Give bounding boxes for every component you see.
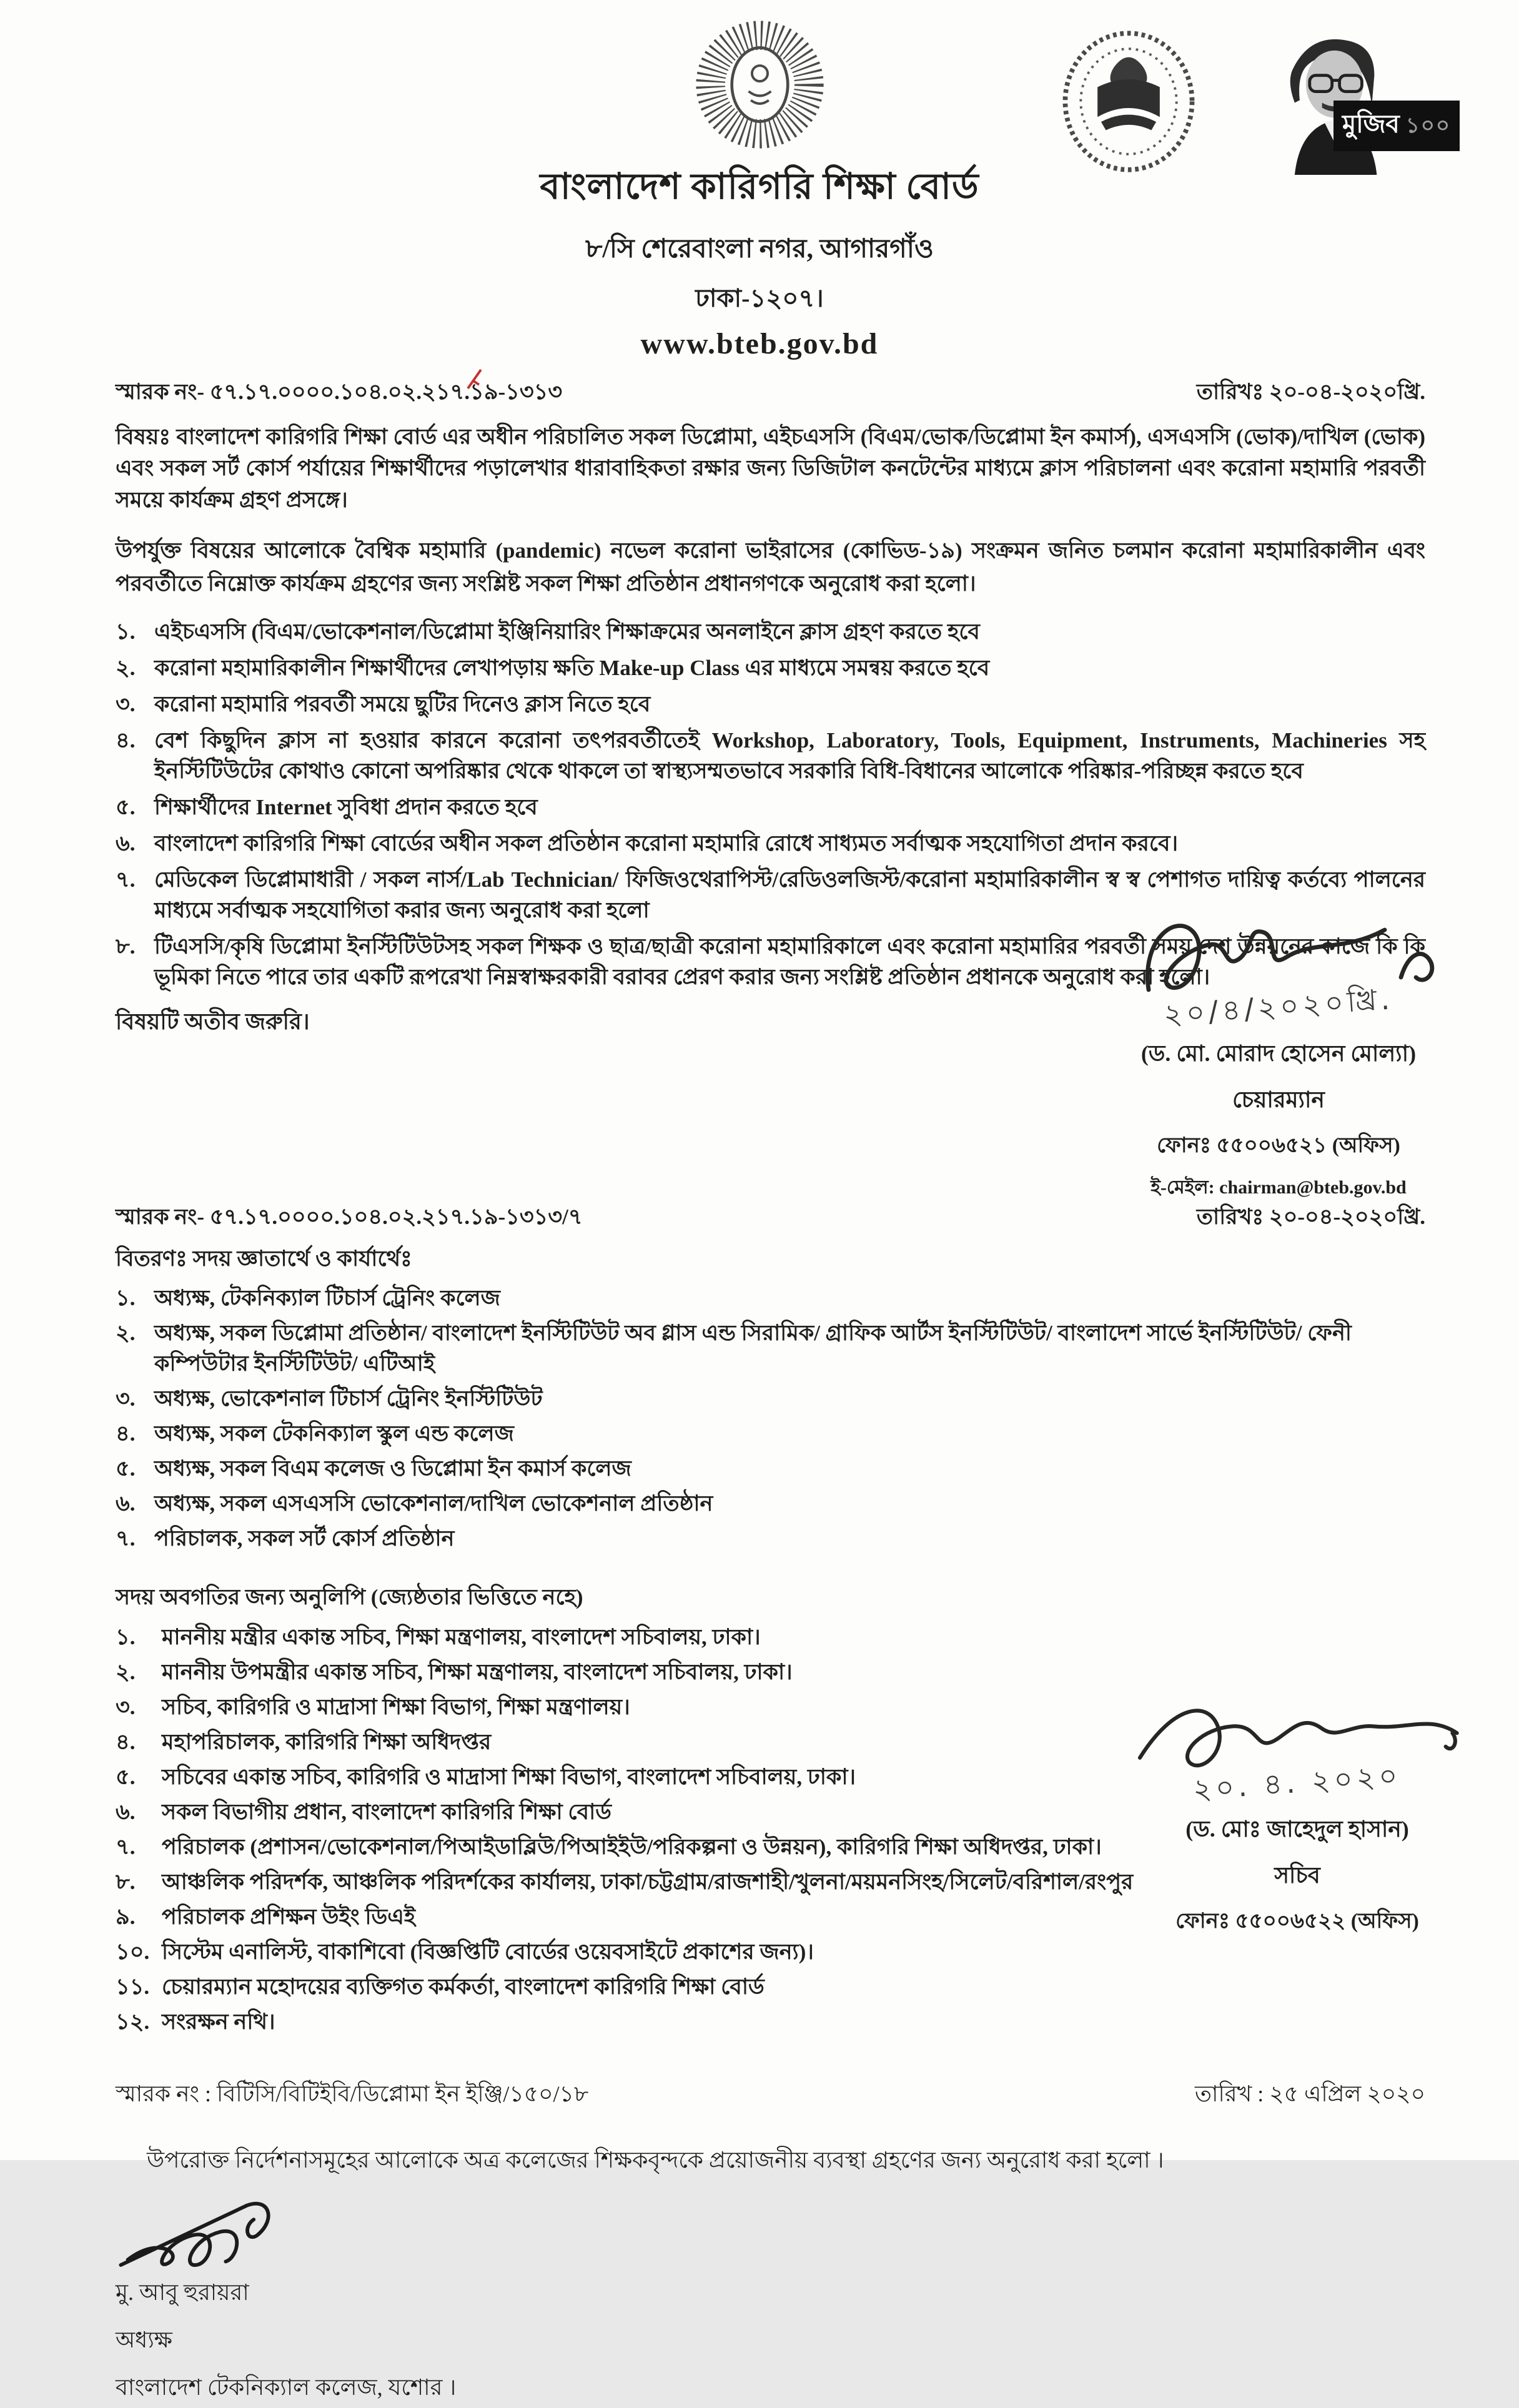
item-text: পরিচালক, সকল সর্ট কোর্স প্রতিষ্ঠান <box>154 1526 455 1551</box>
item-number: ৩. <box>116 1386 136 1411</box>
bteb-sunburst-seal-icon <box>693 17 827 152</box>
item-number: ৫. <box>116 1456 136 1481</box>
item-text: মেডিকেল ডিপ্লোমাধারী / সকল নার্স/Lab Technician/ ফিজিওথেরাপিস্ট/রেডিওলজিস্ট/করোনা মহামারিকালীন স্ব স্ব পেশাগত দায়িত্ব কর্তব্যে পালনের মাধ্যমে সর্বাত্মক সহযোগিতা করার জন্য অনুরোধ করা হলো <box>154 867 1425 923</box>
chairman-signature-block <box>1072 902 1485 1204</box>
secretary-signature-block <box>1110 1679 1485 1940</box>
secretary-handwritten-date: ২০. ৪. ২০২০ <box>1192 1758 1403 1807</box>
memo-row-2 <box>116 1200 1425 1236</box>
item-text: বেশ কিছুদিন ক্লাস না হওয়ার কারনে করোনা তৎপরবর্তীতেই Workshop, Laboratory, Tools, Equipment, Instruments, Machineries সহ ইনস্টিটিউটের কোথাও কোনো অপরিষ্কার থেকে থাকলে তা স্বাস্থ্যসম্মতভাবে সরকারি বিধি-বিধানের আলোকে পরিষ্কার-পরিচ্ছন্ন করতে হবে <box>154 728 1425 784</box>
item-text: সকল বিভাগীয় প্রধান, বাংলাদেশ কারিগরি শিক্ষা বোর্ড <box>162 1800 612 1825</box>
intro-paragraph: উপর্যুক্ত বিষয়ের আলোকে বৈশ্বিক মহামারি (pandemic) নভেল করোনা ভাইরাসের (কোভিড-১৯) সংক্রমন জনিত চলমান করোনা মহামারিকালীন এবং পরবর্তীতে নিম্নোক্ত কার্যক্রম গ্রহণের জন্য সংশ্লিষ্ট সকল শিক্ষা প্রতিষ্ঠান প্রধানগণকে অনুরোধ করা হলো। <box>116 538 1425 596</box>
item-number: ৪. <box>116 1421 136 1446</box>
item-number: ৫. <box>116 795 136 820</box>
distribution-list <box>116 1283 1425 1554</box>
memo3-number: স্মারক নং : বিটিসি/বিটিইবি/ডিপ্লোমা ইন ইঞ্জি/১৫০/১৮ <box>116 2081 589 2107</box>
item-text: পরিচালক (প্রশাসন/ভোকেশনাল/পিআইডাব্লিউ/পিআইইউ/পরিকল্পনা ও উন্নয়ন), কারিগরি শিক্ষা অধিদপ্তর, ঢাকা। <box>162 1835 1102 1860</box>
copy-item <box>116 1937 1425 1967</box>
distribution-item <box>116 1453 1425 1484</box>
principal-title: অধ্যক্ষ <box>116 2327 172 2353</box>
item-text: সিস্টেম এনালিস্ট, বাকাশিবো (বিজ্ঞপ্তিটি বোর্ডের ওয়েবসাইটে প্রকাশের জন্য)। <box>162 1940 814 1965</box>
directive-item <box>116 792 1425 822</box>
chairman-handwritten-date: ২০/৪/২০২০খ্রি. <box>1162 982 1395 1032</box>
item-text: অধ্যক্ষ, সকল বিএম কলেজ ও ডিপ্লোমা ইন কমার্স কলেজ <box>154 1456 631 1481</box>
item-text: করোনা মহামারি পরবর্তী সময়ে ছুটির দিনেও ক্লাস নিতে হবে <box>154 692 651 717</box>
item-number: ২. <box>116 656 136 681</box>
item-number: ১১. <box>116 1975 150 2000</box>
chairman-email: ই-মেইল: chairman@bteb.gov.bd <box>1150 1177 1407 1198</box>
item-text: আঞ্চলিক পরিদর্শক, আঞ্চলিক পরিদর্শকের কার্যালয়, ঢাকা/চট্টগ্রাম/রাজশাহী/খুলনা/ময়মনসিংহ/সিলেট/বরিশাল/রংপুর <box>162 1870 1134 1895</box>
copy-item <box>116 1971 1425 2002</box>
item-text: সচিব, কারিগরি ও মাদ্রাসা শিক্ষা বিভাগ, শিক্ষা মন্ত্রণালয়। <box>162 1695 630 1720</box>
item-number: ১০. <box>116 1940 150 1965</box>
copies-heading: সদয় অবগতির জন্য অনুলিপি (জ্যেষ্ঠতার ভিত্তিতে নহে) <box>116 1585 583 1610</box>
directive-item <box>116 689 1425 719</box>
memo1-date: তারিখঃ ২০-০৪-২০২০খ্রি. <box>1196 380 1425 404</box>
copy-item <box>116 1622 1425 1652</box>
memo-row-3 <box>116 2077 1425 2114</box>
item-number: ৫. <box>116 1765 136 1790</box>
distribution-item <box>116 1418 1425 1449</box>
distribution-item <box>116 1318 1425 1379</box>
header-logo-strip <box>1057 28 1460 175</box>
principal-institution: বাংলাদেশ টেকনিক্যাল কলেজ, যশোর । <box>116 2375 457 2401</box>
distribution-item <box>116 1283 1425 1313</box>
distribution-item <box>116 1383 1425 1414</box>
mujib-100-logo <box>1244 28 1460 175</box>
org-address-line1: ৮/সি শেরেবাংলা নগর, আগারগাঁও <box>585 235 934 264</box>
distribution-heading: বিতরণঃ সদয় জ্ঞাতার্থে ও কার্যার্থেঃ <box>116 1246 412 1271</box>
memo-row-1 <box>116 375 1425 412</box>
org-website: www.bteb.gov.bd <box>640 327 879 360</box>
item-number: ১. <box>116 619 136 644</box>
letter-body <box>0 375 1519 2408</box>
item-number: ৯. <box>116 1905 136 1930</box>
distribution-item <box>116 1523 1425 1554</box>
item-number: ১. <box>116 1625 136 1650</box>
memo3-date: তারিখ : ২৫ এপ্রিল ২০২০ <box>1195 2081 1425 2107</box>
item-text: সচিবের একান্ত সচিব, কারিগরি ও মাদ্রাসা শিক্ষা বিভাগ, বাংলাদেশ সচিবালয়, ঢাকা। <box>162 1765 856 1790</box>
mujib-word: মুজিব <box>1342 110 1400 138</box>
memo2-date: তারিখঃ ২০-০৪-২০২০খ্রি. <box>1196 1205 1425 1230</box>
item-number: ৬. <box>116 1491 136 1516</box>
principal-name: মু. আবু হুরায়রা <box>116 2280 249 2306</box>
chairman-name: (ড. মো. মোরাদ হোসেন মোল্যা) <box>1140 1041 1417 1066</box>
item-number: ৩. <box>116 692 136 717</box>
item-text: সংরক্ষন নথি। <box>162 2010 275 2035</box>
item-number: ৮. <box>116 934 136 959</box>
item-number: ২. <box>116 1660 136 1685</box>
item-number: ৪. <box>116 1730 136 1755</box>
subject-text: বাংলাদেশ কারিগরি শিক্ষা বোর্ড এর অধীন পরিচালিত সকল ডিপ্লোমা, এইচএসসি (বিএম/ভোক/ডিপ্লোমা ইন কমার্স), এসএসসি (ভোক)/দাখিল (ভোক) এবং সকল সর্ট কোর্স পর্যায়ের শিক্ষার্থীদের পড়ালেখার ধারাবাহিকতা রক্ষার জন্য ডিজিটাল কনটেন্টের মাধ্যমে ক্লাস পরিচালনা এবং করোনা মহামারি পরবর্তী সময়ে কার্যক্রম গ্রহণ প্রসঙ্গে। <box>116 425 1426 512</box>
item-text: অধ্যক্ষ, সকল টেকনিক্যাল স্কুল এন্ড কলেজ <box>154 1421 514 1446</box>
item-text: মহাপরিচালক, কারিগরি শিক্ষা অধিদপ্তর <box>162 1730 492 1755</box>
secretary-phone: ফোনঃ ৫৫০০৬৫২২ (অফিস) <box>1175 1910 1419 1933</box>
urgent-note: বিষয়টি অতীব জরুরি। <box>116 1009 310 1035</box>
principal-signature-block <box>116 2189 1425 2408</box>
chairman-phone: ফোনঃ ৫৫০০৬৫২১ (অফিস) <box>1157 1134 1400 1157</box>
item-text: এইচএসসি (বিএম/ভোকেশনাল/ডিপ্লোমা ইঞ্জিনিয়ারিং শিক্ষাক্রমের অনলাইনে ক্লাস গ্রহণ করতে হবে <box>154 619 980 644</box>
copy-item <box>116 2006 1425 2037</box>
item-number: ৭. <box>116 1526 136 1551</box>
item-number: ৭. <box>116 1835 136 1860</box>
item-number: ৩. <box>116 1695 136 1720</box>
memo1-number: স্মারক নং- ৫৭.১৭.০০০০.১০৪.০২.২১৭.১৯-১৩১৩ <box>116 380 563 404</box>
chairman-title: চেয়ারম্যান <box>1232 1087 1325 1112</box>
item-text: বাংলাদেশ কারিগরি শিক্ষা বোর্ডের অধীন সকল প্রতিষ্ঠান করোনা মহামারি রোধে সাধ্যমত সর্বাত্মক সহযোগিতা প্রদান করবে। <box>154 831 1178 856</box>
directive-item <box>116 828 1425 859</box>
education-board-emblem-icon <box>1057 28 1200 175</box>
mujib-number: ১০০ <box>1405 114 1451 137</box>
item-number: ৪. <box>116 728 136 753</box>
subject-paragraph <box>116 422 1425 516</box>
item-text: শিক্ষার্থীদের Internet সুবিধা প্রদান করতে হবে <box>154 795 538 820</box>
item-number: ৬. <box>116 1800 136 1825</box>
distribution-item <box>116 1488 1425 1519</box>
mujib-100-label <box>1333 101 1460 151</box>
item-text: অধ্যক্ষ, সকল এসএসসি ভোকেশনাল/দাখিল ভোকেশনাল প্রতিষ্ঠান <box>154 1491 713 1516</box>
item-number: ৭. <box>116 867 136 892</box>
item-text: চেয়ারম্যান মহোদয়ের ব্যক্তিগত কর্মকর্তা, বাংলাদেশ কারিগরি শিক্ষা বোর্ড <box>162 1975 764 2000</box>
item-text: করোনা মহামারিকালীন শিক্ষার্থীদের লেখাপড়ায় ক্ষতি Make-up Class এর মাধ্যমে সমন্বয় করতে হবে <box>154 656 990 681</box>
item-number: ১২. <box>116 2010 150 2035</box>
org-name: বাংলাদেশ কারিগরি শিক্ষা বোর্ড <box>540 166 979 207</box>
item-text: পরিচালক প্রশিক্ষন উইং ডিএই <box>162 1905 416 1930</box>
secretary-title: সচিব <box>1274 1863 1320 1888</box>
directive-item <box>116 616 1425 647</box>
item-number: ৬. <box>116 831 136 856</box>
memo2-number: স্মারক নং- ৫৭.১৭.০০০০.১০৪.০২.২১৭.১৯-১৩১৩/৭ <box>116 1205 583 1230</box>
directive-item <box>116 653 1425 683</box>
item-text: টিএসসি/কৃষি ডিপ্লোমা ইনস্টিটিউটসহ সকল শিক্ষক ও ছাত্র/ছাত্রী করোনা মহামারিকালে এবং করোনা মহামারির পরবর্তী সময় দেশ উন্নয়নের কাজে কি কি ভূমিকা নিতে পারে তার একটি রূপরেখা নিম্নস্বাক্ষরকারী বরাবর প্রেরণ করার জন্য সংশ্লিষ্ট প্রতিষ্ঠান প্রধানকে অনুরোধ করা হলো। <box>154 934 1425 990</box>
principal-signature-scrawl <box>116 2189 378 2271</box>
item-text: অধ্যক্ষ, টেকনিক্যাল টিচার্স ট্রেনিং কলেজ <box>154 1286 500 1311</box>
item-number: ২. <box>116 1321 136 1346</box>
item-text: অধ্যক্ষ, সকল ডিপ্লোমা প্রতিষ্ঠান/ বাংলাদেশ ইনস্টিটিউট অব গ্লাস এন্ড সিরামিক/ গ্রাফিক আর্টস ইনস্টিটিউট/ বাংলাদেশ সার্ভে ইনস্টিটিউট/ ফেনী কম্পিউটার ইনস্টিটিউট/ এটিআই <box>154 1321 1352 1376</box>
subject-label: বিষয়ঃ <box>116 425 171 449</box>
secretary-name: (ড. মোঃ জাহেদুল হাসান) <box>1185 1817 1409 1842</box>
item-number: ৮. <box>116 1870 136 1895</box>
item-text: মাননীয় উপমন্ত্রীর একান্ত সচিব, শিক্ষা মন্ত্রণালয়, বাংলাদেশ সচিবালয়, ঢাকা। <box>162 1660 793 1685</box>
red-pen-mark <box>464 366 487 392</box>
item-number: ১. <box>116 1286 136 1311</box>
closing-note: উপরোক্ত নির্দেশনাসমূহের আলোকে অত্র কলেজের শিক্ষকবৃন্দকে প্রয়োজনীয় ব্যবস্থা গ্রহণের জন্য অনুরোধ করা হলো । <box>147 2148 1164 2173</box>
item-text: অধ্যক্ষ, ভোকেশনাল টিচার্স ট্রেনিং ইনস্টিটিউট <box>154 1386 543 1411</box>
item-text: মাননীয় মন্ত্রীর একান্ত সচিব, শিক্ষা মন্ত্রণালয়, বাংলাদেশ সচিবালয়, ঢাকা। <box>162 1625 761 1650</box>
org-address-line2: ঢাকা-১২০৭। <box>695 284 824 312</box>
directive-item <box>116 725 1425 786</box>
